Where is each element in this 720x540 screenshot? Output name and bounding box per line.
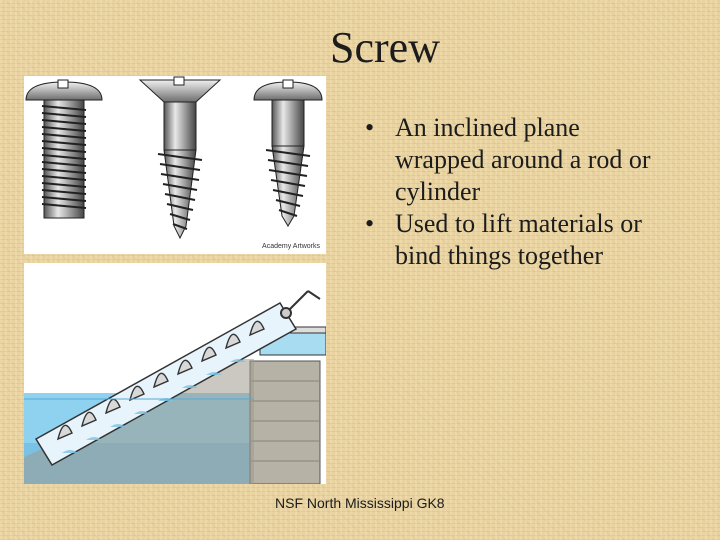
bullet-text: An inclined plane wrapped around a rod or cylinder xyxy=(395,113,651,206)
image-credit: Academy Artworks xyxy=(262,243,320,250)
bullet-marker: • xyxy=(365,209,375,238)
bullet-item xyxy=(363,208,653,272)
archimedes-screw-image xyxy=(24,263,326,484)
machine-screw-icon xyxy=(26,80,102,218)
slide-title: Screw xyxy=(330,23,440,72)
bullet-list xyxy=(363,112,653,272)
screws-image xyxy=(24,76,326,254)
bullet-marker: • xyxy=(365,113,375,142)
bullet-item xyxy=(363,112,653,208)
crank-handle-icon xyxy=(281,291,320,318)
bullet-text: Used to lift materials or bind things together xyxy=(395,209,642,270)
slide-footer: NSF North Mississippi GK8 xyxy=(275,495,445,511)
roundhead-screw-icon xyxy=(254,80,322,226)
wood-screw-icon xyxy=(140,77,220,238)
